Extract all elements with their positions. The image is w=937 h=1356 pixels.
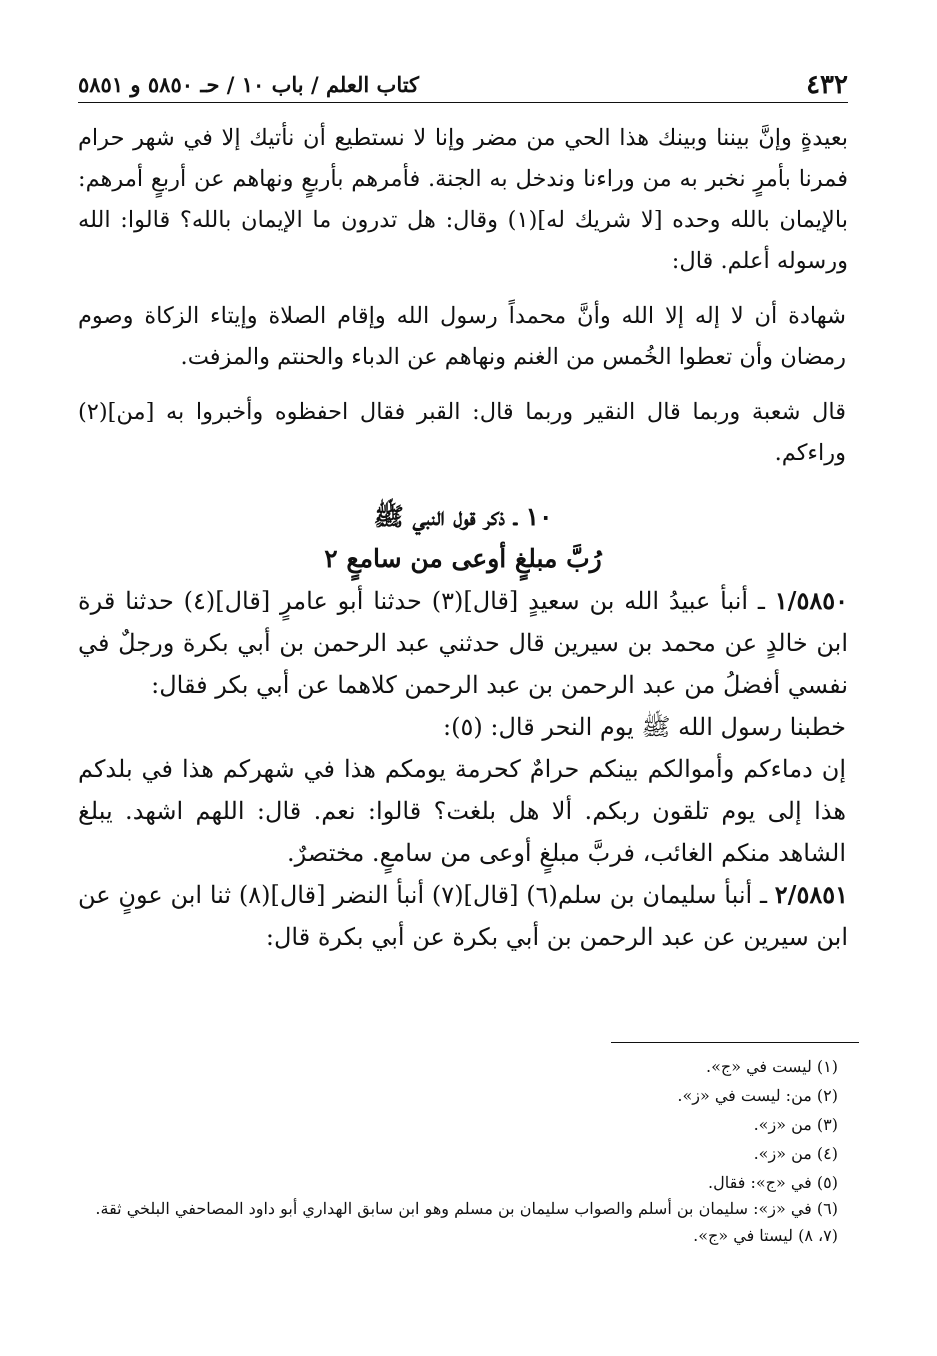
paragraph: خطبنا رسول الله ﷺ يوم النحر قال: (٥): xyxy=(443,713,846,741)
footnote: (٥) في «ج»: فقال. xyxy=(708,1173,838,1192)
footnotes xyxy=(70,1052,838,1250)
footnote: (٦) في «ز»: سليمان بن أسلم والصواب سليمان بن مسلم وهو ابن سابق الهداري أبو داود المصاحفي البلخي ثقة. xyxy=(95,1199,838,1218)
running-title: كتاب العلم / باب ١٠ / حـ ٥٨٥٠ و ٥٨٥١ xyxy=(78,72,420,97)
paragraph: إن دماءكم وأموالكم بينكم حرامٌ كحرمة يومكم هذا في شهركم هذا في بلدكم هذا إلى يوم تلقون ربكم. ألا هل بلغت؟ قالوا: نعم. قال: اللهم اشهد. يبلغ الشاهد منكم الغائب، فربَّ مبلغٍ أوعى من سامعٍ. مختصرٌ. xyxy=(78,755,846,867)
hadith-text: ـ أنبأ عبيدُ الله بن سعيدٍ [قال](٣) حدثنا أبو عامرٍ [قال](٤) حدثنا قرة ابن خالدٍ عن محمد بن سيرين قال حدثني عبد الرحمن بن أبي بكرة ورجلٌ في نفسي أفضلُ من عبد الرحمن بن عبد الرحمن كلاهما عن أبي بكر فقال: xyxy=(78,587,848,699)
footnote: (٣) من «ز». xyxy=(753,1115,838,1134)
paragraph: قال شعبة وربما قال النقير وربما قال: القبر فقال احفظوه وأخبروا به [من](٢) وراءكم. xyxy=(78,399,846,466)
footnote: (٤) من «ز». xyxy=(753,1144,838,1163)
footnote: (٧، ٨) ليستا في «ج». xyxy=(693,1226,838,1245)
paragraph: بعيدةٍ وإنَّ بيننا وبينك هذا الحي من مضر وإنا لا نستطيع أن نأتيك إلا في شهر حرام فمرنا بأمرٍ نخبر به من وراءنا وندخل به الجنة. فأمرهم بأربعٍ ونهاهم عن أربعٍ أمرهم: بالإيمان بالله وحده [لا شريك له](١) وقال: هل تدرون ما الإيمان بالله؟ قالوا: الله ورسوله أعلم. قال: xyxy=(78,125,848,274)
paragraph: شهادة أن لا إله إلا الله وأنَّ محمداً رسول الله وإقام الصلاة وإيتاء الزكاة وصوم رمضان وأن تعطوا الخُمس من الغنم ونهاهم عن الدباء والحنتم والمزفت. xyxy=(78,303,846,370)
hadith-text: ـ أنبأ سليمان بن سلم(٦) [قال](٧) أنبأ النضر [قال](٨) ثنا ابن عونٍ عن ابن سيرين عن عبد الرحمن بن أبي بكرة عن أبي بكرة قال: xyxy=(78,881,848,951)
footnote-separator xyxy=(611,1042,859,1043)
hadith-5850 xyxy=(78,580,848,706)
hadith-number: ١/٥٨٥٠ xyxy=(774,586,848,615)
main-text xyxy=(78,118,848,958)
hadith-number: ٢/٥٨٥١ xyxy=(774,880,848,909)
section-subtitle: رُبَّ مبلغٍ أوعى من سامعٍ ٢ xyxy=(324,544,602,573)
page-header xyxy=(78,62,848,103)
section-title: ١٠ ـ ذكر قول النبي ﷺ xyxy=(373,502,553,531)
page-number: ٤٣٢ xyxy=(806,70,848,100)
footnote: (٢) من: ليست في «ز». xyxy=(677,1086,838,1105)
hadith-5851 xyxy=(78,874,848,958)
footnote: (١) ليست في «ج». xyxy=(705,1057,838,1076)
